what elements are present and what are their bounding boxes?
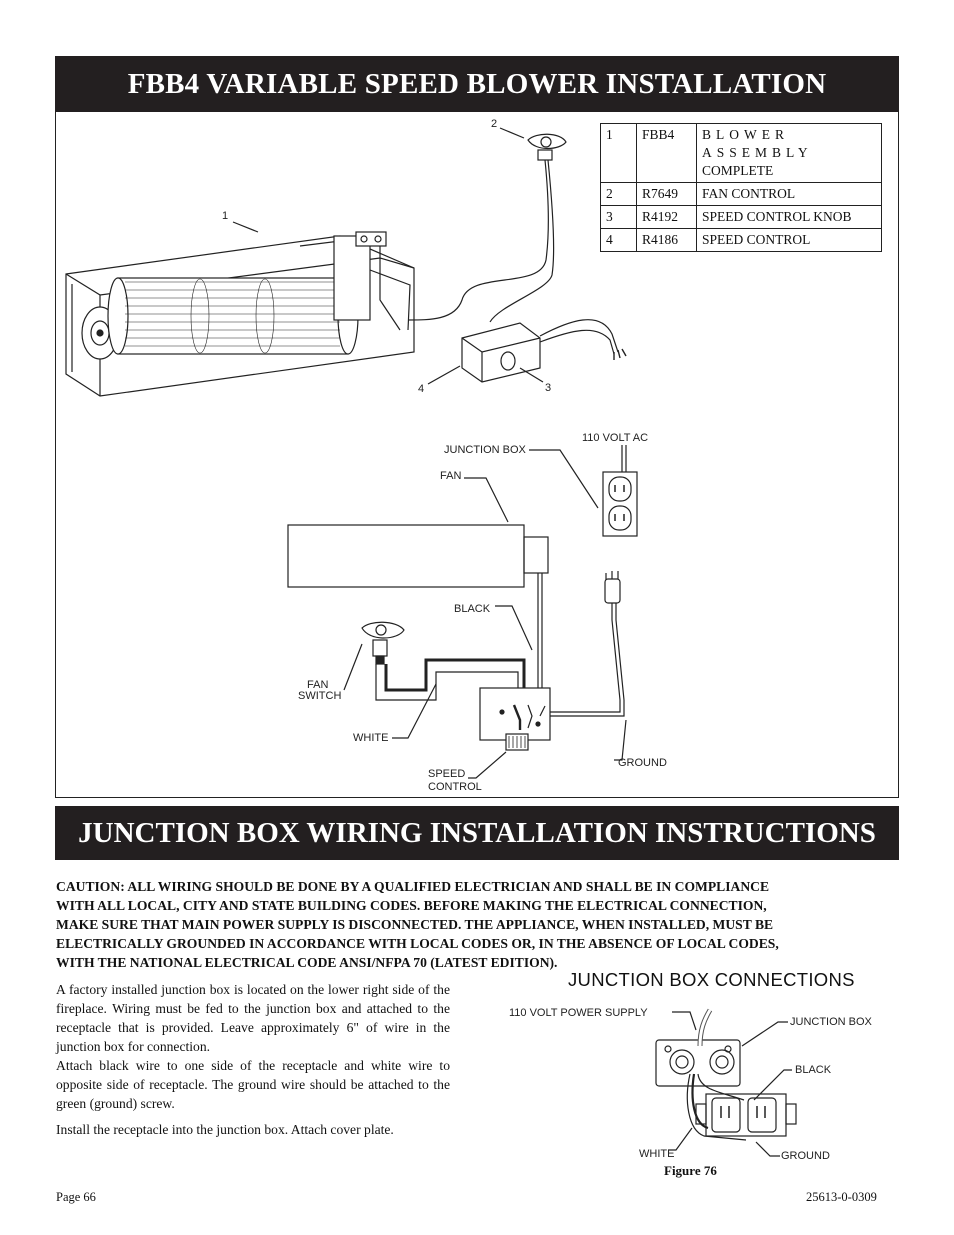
paragraph: A factory installed junction box is located on the lower right side of the fireplace. Wiring must be fed to the junction box and attached to the receptacle that is provided. Leave approximately 6" of wire in the junction box for connection. (56, 982, 450, 1054)
instructions-text (56, 980, 450, 1139)
parts-list-table (600, 123, 882, 252)
description-line: COMPLETE (702, 163, 774, 178)
caution-line: ELECTRICALLY GROUNDED IN ACCORDANCE WITH LOCAL CODES OR, IN THE ABSENCE OF LOCAL CODES, (56, 936, 779, 951)
junction-box-connections-title: JUNCTION BOX CONNECTIONS (568, 969, 855, 990)
table-row (601, 124, 882, 183)
figure-caption: Figure 76 (664, 1163, 717, 1178)
caution-line: MAKE SURE THAT MAIN POWER SUPPLY IS DISCONNECTED. THE APPLIANCE, WHEN INSTALLED, MUST BE (56, 917, 774, 932)
label-white: WHITE (353, 732, 389, 744)
section-title-junction-box: JUNCTION BOX WIRING INSTALLATION INSTRUCTIONS (55, 806, 899, 860)
part-code-cell: R4186 (637, 229, 697, 252)
section-title-blower: FBB4 VARIABLE SPEED BLOWER INSTALLATION (55, 56, 899, 112)
label-jb-junction-box: JUNCTION BOX (790, 1016, 872, 1028)
part-description-cell: FAN CONTROL (697, 183, 882, 206)
part-number-cell: 3 (601, 206, 637, 229)
junction-box-connections-drawing (656, 1010, 796, 1156)
speed-control-drawing (428, 320, 626, 384)
caution-line: CAUTION: ALL WIRING SHOULD BE DONE BY A QUALIFIED ELECTRICIAN AND SHALL BE IN COMPLIANCE (56, 879, 770, 894)
description-line: BLOWER ASSEMBLY (702, 127, 813, 160)
part-number-cell: 4 (601, 229, 637, 252)
part-code-cell: FBB4 (637, 124, 697, 183)
part-number-cell: 1 (601, 124, 637, 183)
label-jb-ground: GROUND (781, 1150, 830, 1162)
caution-line: WITH THE NATIONAL ELECTRICAL CODE ANSI/NFPA 70 (LATEST EDITION). (56, 955, 558, 970)
part-code-cell: R7649 (637, 183, 697, 206)
callout-1: 1 (222, 210, 229, 222)
callout-3: 3 (545, 382, 552, 394)
caution-notice (56, 877, 897, 972)
callout-2: 2 (491, 118, 498, 130)
label-fan: FAN (440, 470, 462, 482)
fan-control-drawing (408, 128, 566, 322)
table-row (601, 183, 882, 206)
label-speed-control-line2: CONTROL (428, 781, 482, 793)
label-jb-white: WHITE (639, 1148, 675, 1160)
label-110-volt-ac: 110 VOLT AC (582, 432, 649, 444)
caution-line: WITH ALL LOCAL, CITY AND STATE BUILDING CODES. BEFORE MAKING THE ELECTRICAL CONNECTION, (56, 898, 767, 913)
label-black: BLACK (454, 603, 491, 615)
label-fan-switch-line1: FAN (307, 679, 329, 691)
table-row (601, 229, 882, 252)
label-speed-control-line1: SPEED (428, 768, 466, 780)
page-number: Page 66 (56, 1190, 96, 1204)
paragraph: Install the receptacle into the junction box. Attach cover plate. (56, 1122, 394, 1137)
part-number-cell: 2 (601, 183, 637, 206)
label-junction-box: JUNCTION BOX (444, 444, 526, 456)
label-ground: GROUND (618, 757, 667, 769)
part-description-cell: SPEED CONTROL KNOB (697, 206, 882, 229)
document-number: 25613-0-0309 (806, 1190, 877, 1204)
label-jb-black: BLACK (795, 1064, 832, 1076)
part-description-cell (697, 124, 882, 183)
label-110-volt-power-supply: 110 VOLT POWER SUPPLY (509, 1007, 648, 1019)
table-row (601, 206, 882, 229)
callout-4: 4 (418, 383, 425, 395)
blower-assembly-drawing (66, 232, 414, 396)
label-fan-switch-line2: SWITCH (298, 690, 342, 702)
part-description-cell: SPEED CONTROL (697, 229, 882, 252)
paragraph: Attach black wire to one side of the receptacle and white wire to opposite side of receptacle. The ground wire should be attached to the green (ground) screw. (56, 1058, 450, 1111)
part-code-cell: R4192 (637, 206, 697, 229)
